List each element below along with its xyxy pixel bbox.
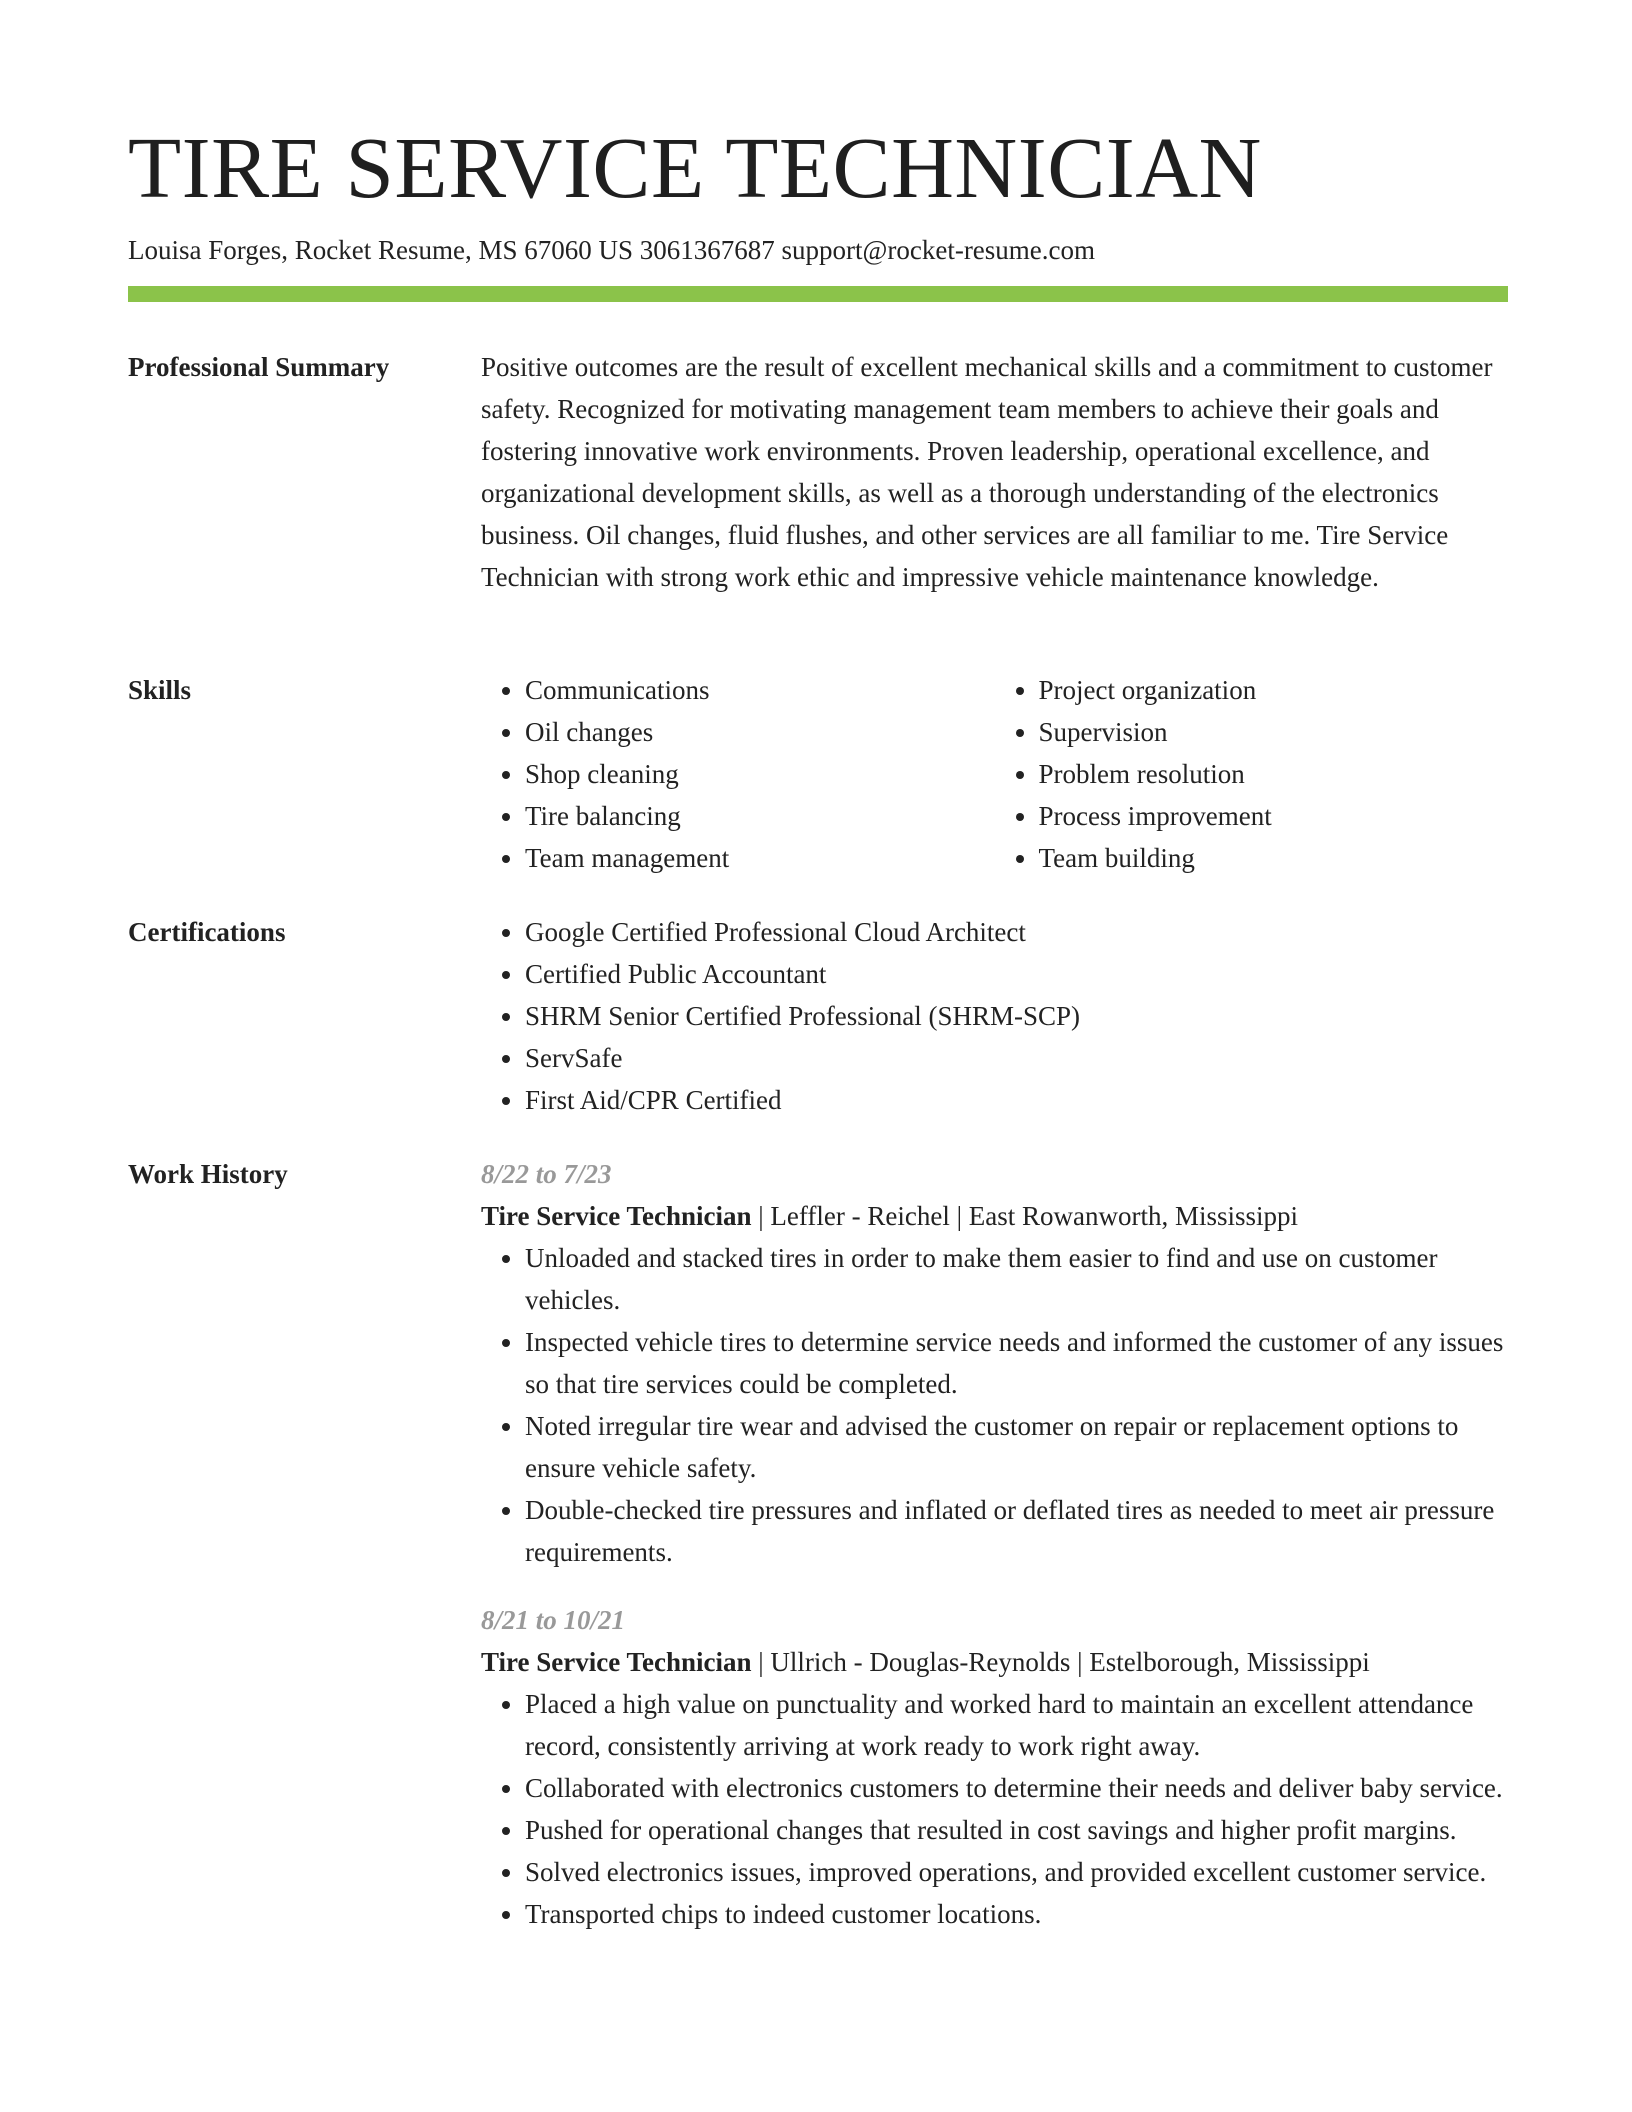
certification-item: • SHRM Senior Certified Professional (SHRM-SCP) [525, 995, 1508, 1037]
summary-body [481, 346, 1508, 598]
certification-item: • Certified Public Accountant [525, 953, 1508, 995]
skills-list-left [481, 669, 995, 879]
job-dates: 8/21 to 10/21 [481, 1605, 626, 1635]
skill-item: • Process improvement [1039, 795, 1509, 837]
accent-divider [128, 286, 1508, 302]
skill-item: • Oil changes [525, 711, 995, 753]
skill-item: • Communications [525, 669, 995, 711]
job-bullet-list [481, 1683, 1508, 1935]
job-bullet: • Unloaded and stacked tires in order to make them easier to find and use on customer vehicles. [525, 1237, 1508, 1321]
skill-item: • Project organization [1039, 669, 1509, 711]
job-bullet: • Inspected vehicle tires to determine service needs and informed the customer of any issues so that tire services could be completed. [525, 1321, 1508, 1405]
skill-item: • Problem resolution [1039, 753, 1509, 795]
work-history-heading: Work History [128, 1159, 288, 1189]
job-dates: 8/22 to 7/23 [481, 1159, 612, 1189]
job-heading [481, 1195, 1508, 1237]
job-bullet: • Pushed for operational changes that resulted in cost savings and higher profit margins. [525, 1809, 1508, 1851]
job-bullet: • Placed a high value on punctuality and worked hard to maintain an excellent attendance record, consistently arriving at work ready to work right away. [525, 1683, 1508, 1767]
job-bullet-list [481, 1237, 1508, 1573]
certifications-body [481, 911, 1508, 1121]
job-entry [481, 1599, 1508, 1935]
skills-body [481, 669, 1508, 879]
job-title: Tire Service Technician [481, 1201, 752, 1231]
job-bullet: • Collaborated with electronics customers to determine their needs and deliver baby service. [525, 1767, 1508, 1809]
job-bullet: • Double-checked tire pressures and inflated or deflated tires as needed to meet air pressure requirements. [525, 1489, 1508, 1573]
job-details: | Leffler - Reichel | East Rowanworth, Mississippi [751, 1201, 1298, 1231]
skill-item: • Team building [1039, 837, 1509, 879]
skill-item: • Supervision [1039, 711, 1509, 753]
job-details: | Ullrich - Douglas-Reynolds | Estelborough, Mississippi [751, 1647, 1370, 1677]
job-title: Tire Service Technician [481, 1647, 752, 1677]
job-heading [481, 1641, 1508, 1683]
job-bullet: • Noted irregular tire wear and advised the customer on repair or replacement options to ensure vehicle safety. [525, 1405, 1508, 1489]
certification-item: • First Aid/CPR Certified [525, 1079, 1508, 1121]
work-history-body [481, 1153, 1508, 1961]
contact-line: Louisa Forges, Rocket Resume, MS 67060 US 3061367687 support@rocket-resume.com [128, 235, 1096, 265]
certification-item: • ServSafe [525, 1037, 1508, 1079]
job-entry [481, 1153, 1508, 1573]
skills-list-right [995, 669, 1509, 879]
summary-heading: Professional Summary [128, 352, 390, 382]
job-bullet: • Transported chips to indeed customer locations. [525, 1893, 1508, 1935]
summary-text: Positive outcomes are the result of excellent mechanical skills and a commitment to customer safety. Recognized for motivating management team members to achieve their goals and fostering innovative work environments. Proven leadership, operational excellence, and organizational development skills, as well as a thorough understanding of the electronics business. Oil changes, fluid flushes, and other services are all familiar to me. Tire Service Technician with strong work ethic and impressive vehicle maintenance knowledge. [481, 352, 1493, 592]
skills-heading: Skills [128, 675, 192, 705]
certification-item: • Google Certified Professional Cloud Architect [525, 911, 1508, 953]
skill-item: • Team management [525, 837, 995, 879]
certifications-list [481, 911, 1508, 1121]
job-bullet: • Solved electronics issues, improved operations, and provided excellent customer service. [525, 1851, 1508, 1893]
skill-item: • Tire balancing [525, 795, 995, 837]
resume-title: TIRE SERVICE TECHNICIAN [128, 119, 1262, 216]
skill-item: • Shop cleaning [525, 753, 995, 795]
certifications-heading: Certifications [128, 917, 286, 947]
